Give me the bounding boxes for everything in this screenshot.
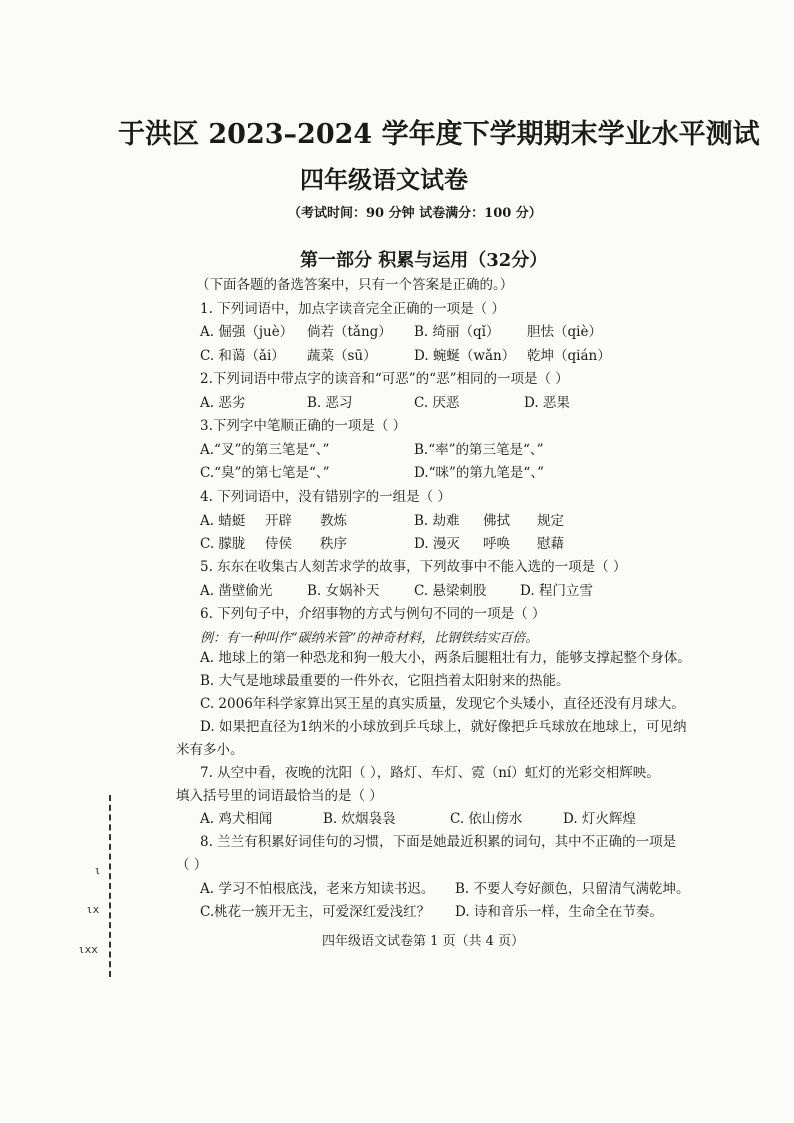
- q4-option-a2: 开辟: [265, 513, 292, 529]
- q7-option-b: B. 炊烟袅袅: [323, 811, 396, 827]
- q1-option-a1: A. 倔强（juè）: [200, 324, 294, 340]
- q8-option-c: C.桃花一簇开无主，可爱深红爱浅红？: [200, 904, 431, 920]
- q8-stem-line2: （ ）: [176, 857, 208, 873]
- q7-option-c: C. 依山傍水: [450, 811, 523, 827]
- q3-stem: 3.下列字中笔顺正确的一项是（ ）: [200, 418, 407, 434]
- q4-option-c2: 侍侯: [265, 536, 292, 552]
- q8-option-b: B. 不要人夸好颜色，只留清气满乾坤。: [455, 881, 690, 897]
- q5-option-c: C. 悬梁刺股: [414, 583, 487, 599]
- q8-option-d: D. 诗和音乐一样，生命全在节奏。: [455, 904, 663, 920]
- q1-option-a2: 倘若（tǎng）: [307, 324, 392, 340]
- q8-stem-line1: 8. 兰兰有积累好词佳句的习惯，下面是她最近积累的词句，其中不正确的一项是: [200, 834, 677, 850]
- q6-example: 例：有一种叫作“碳纳米管”的神奇材料，比钢铁结实百倍。: [200, 631, 539, 646]
- margin-mark-1: ι: [94, 864, 101, 877]
- q7-option-a: A. 鸡犬相闻: [200, 811, 273, 827]
- q1-stem: 1. 下列词语中，加点字读音完全正确的一项是（ ）: [200, 301, 505, 317]
- q4-option-d2: 呼唤: [483, 536, 510, 552]
- q3-option-d: D.“咪”的第九笔是“、”: [414, 465, 544, 481]
- binding-dashed-line: [109, 795, 111, 977]
- q1-option-b2: 胆怯（qiè）: [527, 324, 602, 340]
- q6-stem: 6. 下列句子中，介绍事物的方式与例句不同的一项是（ ）: [200, 606, 546, 622]
- q4-option-b2: 佛拭: [483, 513, 510, 529]
- q2-option-d: D. 恶果: [524, 395, 570, 411]
- q3-option-a: A.“叉”的第三笔是“、”: [200, 442, 330, 458]
- q4-option-c1: C. 朦胧: [200, 536, 246, 552]
- page-footer: 四年级语文试卷第 1 页（共 4 页）: [322, 934, 525, 949]
- q1-option-c2: 蔬菜（sū）: [307, 348, 377, 364]
- margin-mark-2: ιx: [86, 903, 100, 916]
- q5-option-b: B. 女娲补天: [307, 583, 380, 599]
- q4-option-c3: 秩序: [320, 536, 347, 552]
- exam-subtitle: 四年级语文试卷: [300, 165, 468, 194]
- exam-title: 于洪区 2023–2024 学年度下学期期末学业水平测试: [118, 119, 760, 150]
- q6-option-b: B. 大气是地球最重要的一件外衣，它阻挡着太阳射来的热能。: [200, 673, 570, 689]
- q2-option-a: A. 恶劣: [200, 395, 246, 411]
- q7-stem-line2: 填入括号里的词语最恰当的是（ ）: [176, 788, 383, 804]
- q4-option-a1: A. 蜻蜓: [200, 513, 246, 529]
- q4-option-d1: D. 漫灭: [414, 536, 460, 552]
- q4-option-b1: B. 劫难: [414, 513, 460, 529]
- q4-option-b3: 规定: [537, 513, 564, 529]
- q1-option-b1: B. 绮丽（qǐ）: [414, 324, 500, 340]
- q6-option-d-line2: 米有多小。: [176, 742, 244, 758]
- q4-stem: 4. 下列词语中，没有错别字的一组是（ ）: [200, 489, 451, 505]
- part1-instruction: （下面各题的备选答案中，只有一个答案是正确的。）: [196, 277, 514, 293]
- q6-option-a: A. 地球上的第一种恐龙和狗一般大小，两条后腿粗壮有力，能够支撑起整个身体。: [200, 650, 691, 666]
- q3-option-c: C.“臭”的第七笔是“、”: [200, 465, 330, 481]
- q6-option-d-line1: D. 如果把直径为1纳米的小球放到乒乓球上，就好像把乒乓球放在地球上，可见纳: [200, 719, 687, 735]
- q2-option-c: C. 厌恶: [414, 395, 460, 411]
- margin-mark-3: ιxx: [78, 943, 98, 956]
- q5-option-a: A. 凿壁偷光: [200, 583, 273, 599]
- q7-option-d: D. 灯火辉煌: [563, 811, 636, 827]
- q3-option-b: B.“率”的第三笔是“、”: [414, 442, 544, 458]
- exam-info: （考试时间：90 分钟 试卷满分：100 分）: [288, 206, 542, 221]
- q5-stem: 5. 东东在收集古人刻苦求学的故事，下列故事中不能入选的一项是（ ）: [200, 559, 627, 575]
- q1-option-d2: 乾坤（qián）: [527, 348, 611, 364]
- q1-option-d1: D. 蜿蜒（wǎn）: [414, 348, 516, 364]
- q1-option-c1: C. 和蔼（ǎi）: [200, 348, 285, 364]
- q5-option-d: D. 程门立雪: [520, 583, 593, 599]
- q8-option-a: A. 学习不怕根底浅，老来方知读书迟。: [200, 881, 435, 897]
- part1-heading: 第一部分 积累与运用（32分）: [300, 250, 548, 271]
- q2-option-b: B. 恶习: [307, 395, 353, 411]
- q6-option-c: C. 2006年科学家算出冥王星的真实质量，发现它个头矮小，直径还没有月球大。: [200, 696, 685, 712]
- q2-stem: 2.下列词语中带点字的读音和“可恶”的“恶”相同的一项是（ ）: [200, 371, 569, 387]
- q4-option-a3: 教炼: [320, 513, 347, 529]
- q4-option-d3: 慰藉: [537, 536, 564, 552]
- q7-stem-line1: 7. 从空中看，夜晚的沈阳（ ），路灯、车灯、霓（ní）虹灯的光彩交相辉映。: [200, 765, 660, 781]
